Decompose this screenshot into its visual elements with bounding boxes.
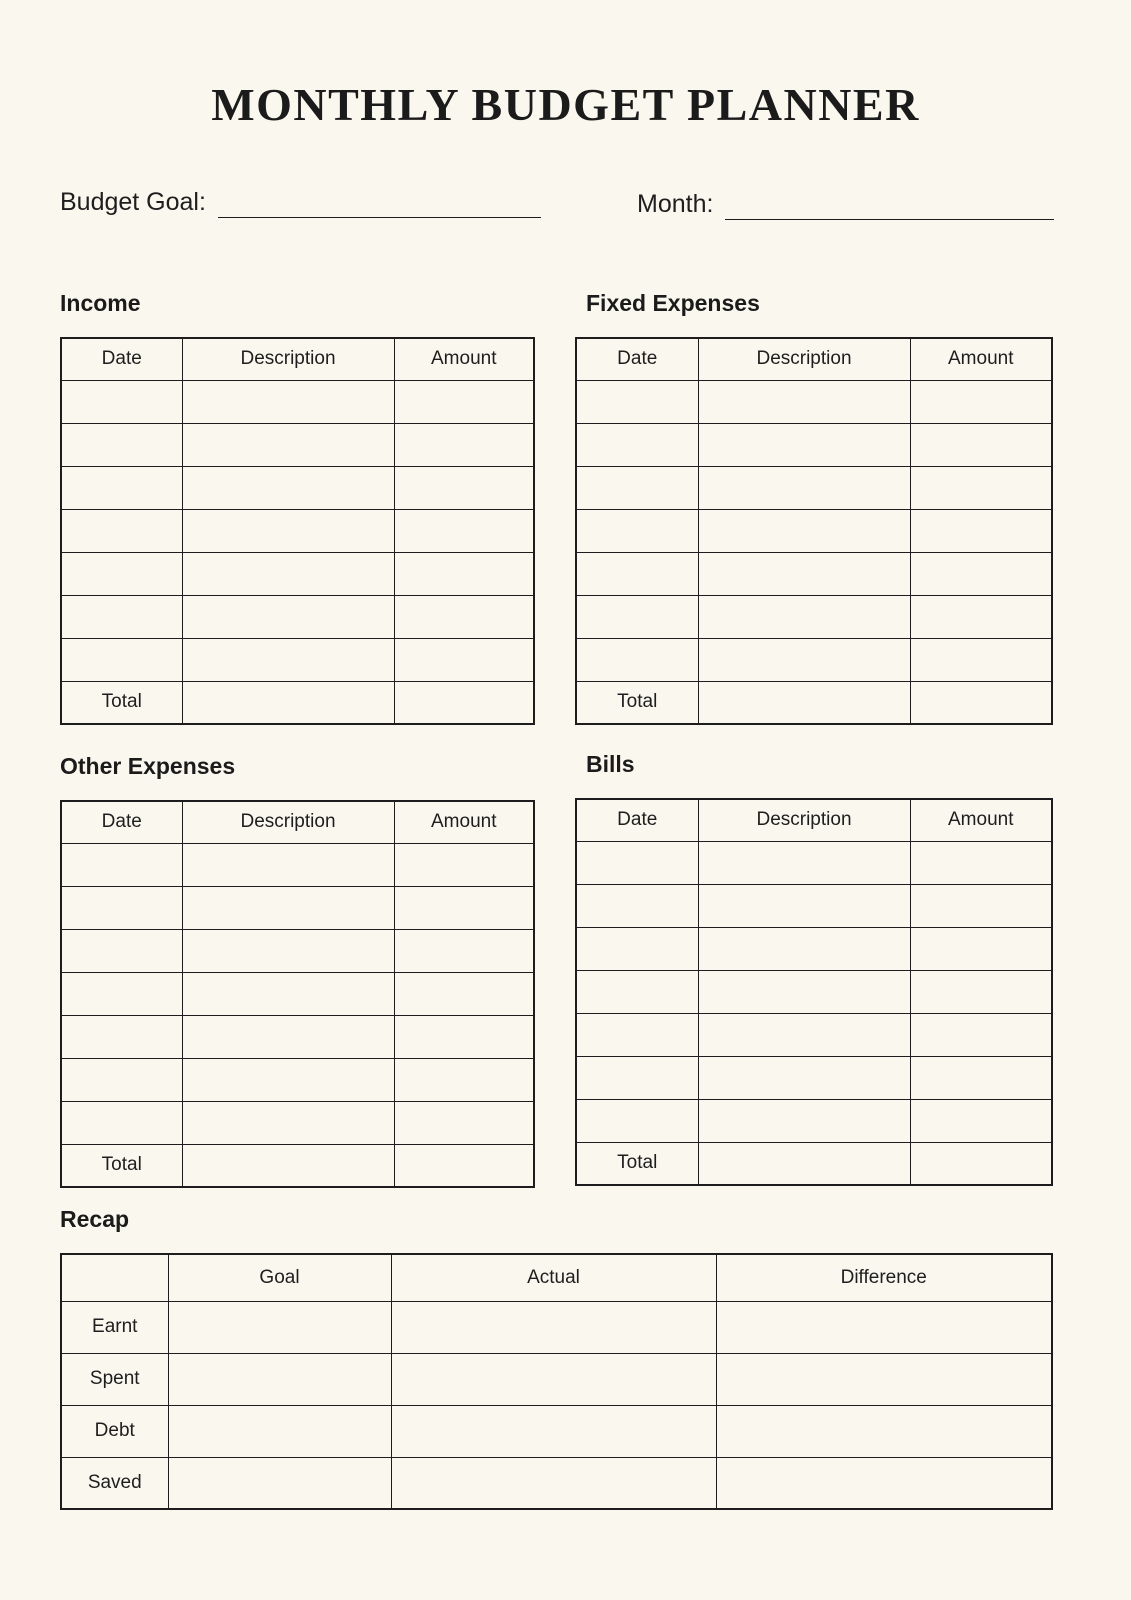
date-cell xyxy=(61,972,182,1015)
total-description-cell xyxy=(698,1142,910,1185)
difference-cell xyxy=(716,1405,1052,1457)
other-expenses-empty-row xyxy=(61,1101,534,1144)
amount-cell xyxy=(910,380,1052,423)
recap-row-label: Saved xyxy=(61,1457,168,1509)
budget-goal-input-line xyxy=(218,182,541,218)
income-empty-row xyxy=(61,595,534,638)
bills-heading: Bills xyxy=(586,751,635,777)
description-cell xyxy=(182,466,394,509)
date-cell xyxy=(61,1015,182,1058)
date-cell xyxy=(61,595,182,638)
description-cell xyxy=(182,380,394,423)
recap-column-blank xyxy=(61,1254,168,1301)
date-cell xyxy=(576,1056,698,1099)
amount-cell xyxy=(394,380,534,423)
amount-cell xyxy=(910,884,1052,927)
description-cell xyxy=(698,927,910,970)
amount-cell xyxy=(910,1056,1052,1099)
fixed-expenses-empty-row xyxy=(576,380,1052,423)
bills-section xyxy=(575,751,1053,1186)
description-cell xyxy=(182,595,394,638)
fixed-expenses-empty-row xyxy=(576,595,1052,638)
description-cell xyxy=(698,509,910,552)
fixed-expenses-column-amount: Amount xyxy=(910,338,1052,380)
bills-empty-row xyxy=(576,841,1052,884)
actual-cell xyxy=(391,1405,716,1457)
description-cell xyxy=(182,1101,394,1144)
bills-column-amount: Amount xyxy=(910,799,1052,841)
total-amount-cell xyxy=(910,1142,1052,1185)
income-empty-row xyxy=(61,423,534,466)
amount-cell xyxy=(910,927,1052,970)
other-expenses-empty-row xyxy=(61,1015,534,1058)
recap-heading: Recap xyxy=(60,1206,130,1232)
amount-cell xyxy=(910,595,1052,638)
amount-cell xyxy=(394,843,534,886)
description-cell xyxy=(182,509,394,552)
other-expenses-empty-row xyxy=(61,843,534,886)
actual-cell xyxy=(391,1301,716,1353)
date-cell xyxy=(61,423,182,466)
other-expenses-heading: Other Expenses xyxy=(60,753,236,779)
fixed-expenses-empty-row xyxy=(576,423,1052,466)
recap-row-spent xyxy=(61,1353,1052,1405)
date-cell xyxy=(576,1013,698,1056)
difference-cell xyxy=(716,1301,1052,1353)
description-cell xyxy=(698,970,910,1013)
description-cell xyxy=(698,552,910,595)
date-cell xyxy=(576,466,698,509)
amount-cell xyxy=(394,1058,534,1101)
recap-column-difference: Difference xyxy=(716,1254,1052,1301)
bills-header-row xyxy=(576,799,1052,841)
bills-empty-row xyxy=(576,884,1052,927)
total-description-cell xyxy=(698,681,910,724)
amount-cell xyxy=(394,1101,534,1144)
amount-cell xyxy=(910,466,1052,509)
date-cell xyxy=(576,595,698,638)
recap-row-debt xyxy=(61,1405,1052,1457)
bills-empty-row xyxy=(576,970,1052,1013)
budget-goal-label: Budget Goal: xyxy=(60,187,206,216)
fixed-expenses-section xyxy=(575,290,1053,725)
date-cell xyxy=(576,638,698,681)
date-cell xyxy=(576,509,698,552)
date-cell xyxy=(61,1058,182,1101)
income-total-label: Total xyxy=(61,681,182,724)
amount-cell xyxy=(394,638,534,681)
amount-cell xyxy=(394,1015,534,1058)
other-expenses-column-description: Description xyxy=(182,801,394,843)
description-cell xyxy=(698,1056,910,1099)
total-amount-cell xyxy=(910,681,1052,724)
other-expenses-empty-row xyxy=(61,886,534,929)
other-expenses-header-row xyxy=(61,801,534,843)
date-cell xyxy=(576,423,698,466)
other-expenses-total-label: Total xyxy=(61,1144,182,1187)
description-cell xyxy=(182,972,394,1015)
recap-row-label: Earnt xyxy=(61,1301,168,1353)
date-cell xyxy=(61,1101,182,1144)
income-empty-row xyxy=(61,466,534,509)
fixed-expenses-empty-row xyxy=(576,509,1052,552)
date-cell xyxy=(61,552,182,595)
description-cell xyxy=(698,595,910,638)
page-title: MONTHLY BUDGET PLANNER xyxy=(211,79,920,130)
income-header-row xyxy=(61,338,534,380)
goal-cell xyxy=(168,1405,391,1457)
goal-cell xyxy=(168,1457,391,1509)
amount-cell xyxy=(910,509,1052,552)
recap-column-goal: Goal xyxy=(168,1254,391,1301)
description-cell xyxy=(698,638,910,681)
date-cell xyxy=(576,927,698,970)
bills-empty-row xyxy=(576,927,1052,970)
date-cell xyxy=(61,380,182,423)
date-cell xyxy=(61,886,182,929)
income-column-description: Description xyxy=(182,338,394,380)
description-cell xyxy=(182,638,394,681)
date-cell xyxy=(576,884,698,927)
recap-row-saved xyxy=(61,1457,1052,1509)
recap-row-earnt xyxy=(61,1301,1052,1353)
income-column-date: Date xyxy=(61,338,182,380)
description-cell xyxy=(698,1099,910,1142)
description-cell xyxy=(698,380,910,423)
other-expenses-table xyxy=(60,800,535,1188)
fixed-expenses-column-date: Date xyxy=(576,338,698,380)
fixed-expenses-table xyxy=(575,337,1053,725)
amount-cell xyxy=(910,552,1052,595)
bills-column-date: Date xyxy=(576,799,698,841)
date-cell xyxy=(61,638,182,681)
description-cell xyxy=(182,423,394,466)
total-amount-cell xyxy=(394,681,534,724)
fixed-expenses-column-description: Description xyxy=(698,338,910,380)
amount-cell xyxy=(394,509,534,552)
bills-empty-row xyxy=(576,1099,1052,1142)
amount-cell xyxy=(910,841,1052,884)
date-cell xyxy=(61,509,182,552)
recap-row-label: Debt xyxy=(61,1405,168,1457)
date-cell xyxy=(576,1099,698,1142)
amount-cell xyxy=(394,552,534,595)
description-cell xyxy=(182,929,394,972)
recap-table xyxy=(60,1253,1053,1510)
description-cell xyxy=(698,884,910,927)
budget-goal-field xyxy=(60,182,541,218)
difference-cell xyxy=(716,1353,1052,1405)
month-input-line xyxy=(725,184,1054,220)
income-empty-row xyxy=(61,552,534,595)
recap-header-row xyxy=(61,1254,1052,1301)
amount-cell xyxy=(394,423,534,466)
fixed-expenses-total-label: Total xyxy=(576,681,698,724)
other-expenses-total-row xyxy=(61,1144,534,1187)
amount-cell xyxy=(394,972,534,1015)
other-expenses-section xyxy=(60,753,535,1188)
bills-table xyxy=(575,798,1053,1186)
fixed-expenses-heading: Fixed Expenses xyxy=(586,290,760,316)
description-cell xyxy=(698,841,910,884)
description-cell xyxy=(698,1013,910,1056)
bills-total-label: Total xyxy=(576,1142,698,1185)
fixed-expenses-empty-row xyxy=(576,466,1052,509)
income-column-amount: Amount xyxy=(394,338,534,380)
amount-cell xyxy=(394,466,534,509)
amount-cell xyxy=(910,423,1052,466)
date-cell xyxy=(61,466,182,509)
bills-empty-row xyxy=(576,1013,1052,1056)
recap-column-actual: Actual xyxy=(391,1254,716,1301)
other-expenses-column-date: Date xyxy=(61,801,182,843)
amount-cell xyxy=(910,1013,1052,1056)
other-expenses-empty-row xyxy=(61,972,534,1015)
fixed-expenses-empty-row xyxy=(576,638,1052,681)
goal-cell xyxy=(168,1353,391,1405)
amount-cell xyxy=(394,886,534,929)
description-cell xyxy=(182,1058,394,1101)
month-label: Month: xyxy=(637,189,714,218)
month-field xyxy=(637,184,1054,220)
amount-cell xyxy=(394,929,534,972)
description-cell xyxy=(182,1015,394,1058)
income-heading: Income xyxy=(60,290,141,316)
description-cell xyxy=(698,466,910,509)
income-empty-row xyxy=(61,638,534,681)
amount-cell xyxy=(394,595,534,638)
recap-row-label: Spent xyxy=(61,1353,168,1405)
goal-cell xyxy=(168,1301,391,1353)
bills-total-row xyxy=(576,1142,1052,1185)
date-cell xyxy=(576,970,698,1013)
income-table xyxy=(60,337,535,725)
other-expenses-empty-row xyxy=(61,1058,534,1101)
description-cell xyxy=(182,843,394,886)
recap-section xyxy=(60,1206,1053,1510)
total-amount-cell xyxy=(394,1144,534,1187)
difference-cell xyxy=(716,1457,1052,1509)
amount-cell xyxy=(910,1099,1052,1142)
date-cell xyxy=(576,552,698,595)
total-description-cell xyxy=(182,681,394,724)
other-expenses-column-amount: Amount xyxy=(394,801,534,843)
date-cell xyxy=(576,380,698,423)
description-cell xyxy=(182,886,394,929)
actual-cell xyxy=(391,1353,716,1405)
fixed-expenses-header-row xyxy=(576,338,1052,380)
other-expenses-empty-row xyxy=(61,929,534,972)
fixed-expenses-total-row xyxy=(576,681,1052,724)
bills-column-description: Description xyxy=(698,799,910,841)
fixed-expenses-empty-row xyxy=(576,552,1052,595)
description-cell xyxy=(182,552,394,595)
bills-empty-row xyxy=(576,1056,1052,1099)
date-cell xyxy=(576,841,698,884)
actual-cell xyxy=(391,1457,716,1509)
date-cell xyxy=(61,843,182,886)
income-total-row xyxy=(61,681,534,724)
date-cell xyxy=(61,929,182,972)
income-section xyxy=(60,290,535,725)
income-empty-row xyxy=(61,509,534,552)
amount-cell xyxy=(910,970,1052,1013)
description-cell xyxy=(698,423,910,466)
income-empty-row xyxy=(61,380,534,423)
total-description-cell xyxy=(182,1144,394,1187)
amount-cell xyxy=(910,638,1052,681)
